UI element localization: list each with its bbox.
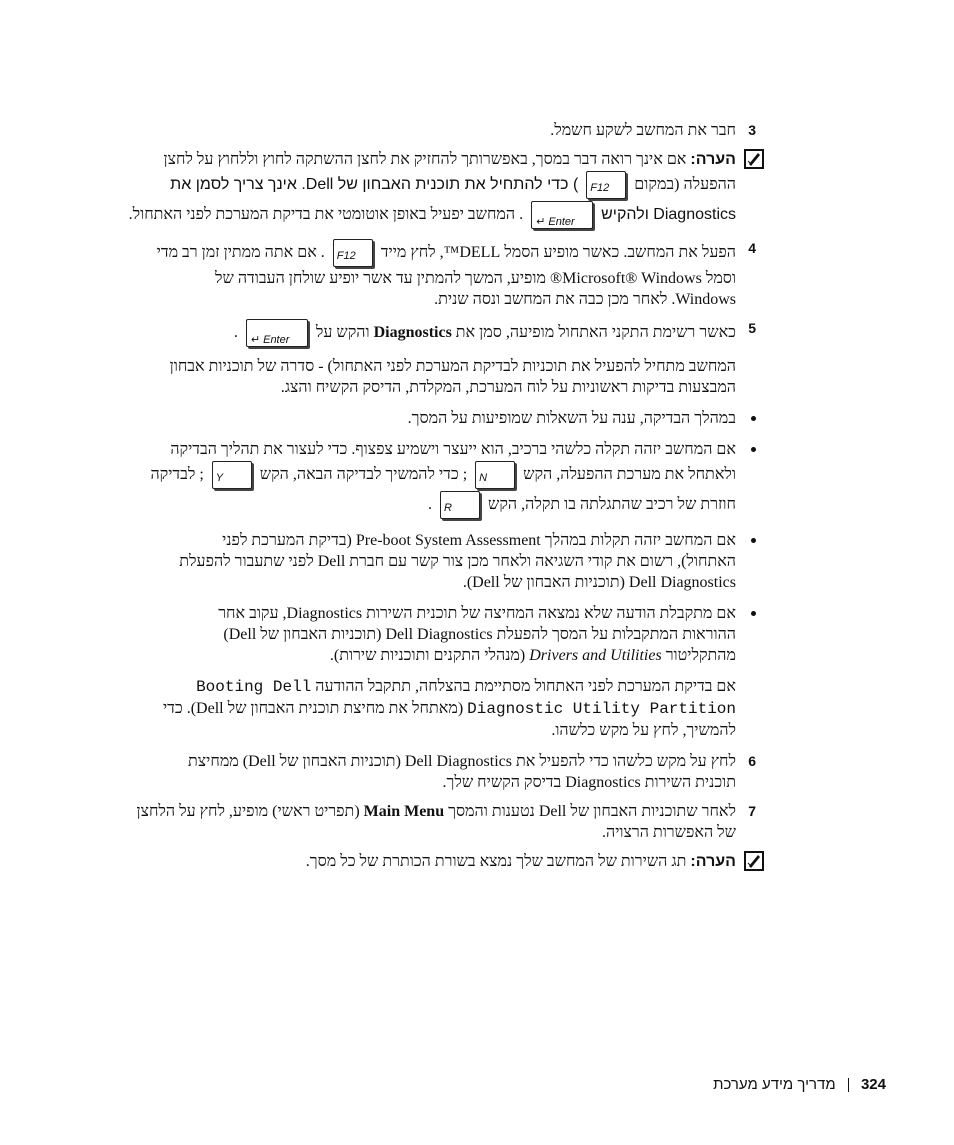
note-pencil-icon (744, 149, 764, 169)
bullet-list (96, 408, 736, 666)
note-text: ההפעלה (במקום (634, 176, 736, 193)
step-number: 6 (748, 753, 756, 769)
step-6 (96, 751, 756, 793)
footer-divider (848, 1078, 849, 1092)
step-3 (96, 120, 756, 141)
note-2 (96, 851, 736, 872)
step-text: לאחר שתוכניות האבחון של Dell נטענות והמסך (448, 803, 736, 820)
step-5 (96, 318, 756, 348)
step-4 (96, 238, 756, 310)
step-text: תוכנית השירות Diagnostics בדיסק הקשיח שלך. (442, 774, 736, 791)
paragraph-text: המחשב מתחיל להפעיל את תוכניות לבדיקת המערכת לפני האתחול) - סדרה של תוכניות אבחון (169, 358, 736, 375)
page-number: 324 (860, 1076, 886, 1093)
enter-key-icon: ↵ Enter (531, 201, 593, 229)
page-footer (696, 1076, 886, 1093)
paragraph-text: להמשיך, לחץ על מקש כלשהו. (551, 722, 736, 739)
diagnostics-option-label: Diagnostics (373, 324, 452, 341)
step-text: . (233, 324, 238, 341)
list-item-text: אם המחשב יזהה תקלה כלשהי ברכיב, הוא ייעצר וישמיע צפצוף. כדי לעצור את תהליך הבדיקה (170, 441, 736, 458)
footer-title: מדריך מידע מערכת (713, 1076, 836, 1093)
note-text: תג השירות של המחשב שלך נמצא בשורת הכותרת של כל מסך. (305, 853, 687, 870)
f12-key-icon: F12 (333, 239, 373, 267)
paragraph-pre-boot (96, 356, 736, 398)
note-text: אם אינך רואה דבר במסך, באפשרותך להחזיק את לחצן ההשתקה לחוץ וללחוץ על לחצן (163, 151, 687, 168)
f12-key-icon: F12 (586, 171, 626, 199)
y-key-icon: Y (212, 461, 252, 489)
note-text: . המחשב יפעיל באופן אוטומטי את בדיקת המערכת לפני האתחול. (128, 206, 524, 223)
note-text: Diagnostics ולהקיש (601, 206, 736, 223)
list-item-text: חוזרת של רכיב שהתגלתה בו תקלה, הקש (488, 496, 736, 513)
step-text: של האפשרות הרצויה. (602, 824, 736, 841)
list-item-text: אם מתקבלת הודעה שלא נמצאה המחיצה של תוכנית השירות Diagnostics, עקוב אחר (218, 605, 736, 622)
list-item-text: . (428, 496, 433, 513)
step-number: 5 (748, 320, 756, 336)
step-text: והקש על (315, 324, 370, 341)
r-key-icon: R (440, 491, 480, 519)
cd-title: Drivers and Utilities (529, 647, 662, 664)
step-text: (תפריט ראשי) מופיע, לחץ על הלחצן (136, 803, 360, 820)
list-item-text: אם המחשב יזהה תקלות במהלך Pre-boot System Assessment (בדיקת המערכת לפני (222, 532, 736, 549)
list-item (96, 439, 736, 520)
enter-key-icon: ↵ Enter (246, 319, 308, 347)
list-item-text: ; כדי להמשיך לבדיקה הבאה, הקש (259, 466, 468, 483)
list-item (96, 603, 736, 666)
note-label: הערה: (690, 151, 736, 168)
step-text: Windows. לאחר מכן כבה את המחשב ונסה שנית. (434, 291, 736, 308)
list-item-text: האתחול), רשום את קודי השגיאה ולאחר מכן צור קשר עם חברת Dell לפני שתעבור להפעלת (179, 553, 736, 570)
step-number: 4 (748, 240, 756, 256)
step-text: חבר את המחשב לשקע חשמל. (550, 122, 736, 139)
list-item-text: Dell Diagnostics (תוכניות האבחון של Dell). (462, 574, 736, 591)
step-number: 3 (748, 122, 756, 138)
document-body (96, 120, 756, 880)
paragraph-text: (מאתחל את מחיצת תוכנית האבחון של Dell). כדי (162, 700, 464, 717)
paragraph-booting-message (96, 676, 736, 741)
step-7 (96, 801, 756, 843)
paragraph-text: אם בדיקת המערכת לפני האתחול מסתיימת בהצלחה, תתקבל ההודעה (315, 678, 736, 695)
step-text: . אם אתה ממתין זמן רב מדי (156, 244, 325, 261)
step-text: כאשר רשימת התקני האתחול מופיעה, סמן את (455, 324, 736, 341)
system-message: Booting Dell (196, 678, 312, 696)
list-item-text: ולאתחל את מערכת ההפעלה, הקש (523, 466, 736, 483)
step-text: וסמל Microsoft® Windows® מופיע, המשך להמתין עד אשר יופיע שולחן העבודה של (215, 270, 736, 287)
step-number: 7 (748, 803, 756, 819)
note-1 (96, 149, 736, 230)
list-item-text: במהלך הבדיקה, ענה על השאלות שמופיעות על המסך. (407, 410, 736, 427)
step-text: הפעל את המחשב. כאשר מופיע הסמל DELL™, לחץ מייד (380, 244, 736, 261)
list-item (96, 408, 736, 429)
list-item (96, 530, 736, 593)
n-key-icon: N (475, 461, 515, 489)
list-item-text: (מנהלי התקנים ותוכניות שירות). (329, 647, 526, 664)
note-text: ) כדי להתחיל את תוכנית האבחון של Dell. אינך צריך לסמן את (170, 176, 579, 193)
step-text: לחץ על מקש כלשהו כדי להפעיל את Dell Diagnostics (תוכניות האבחון של Dell) ממחיצת (188, 753, 736, 770)
list-item-text: מהתקליטור (665, 647, 736, 664)
paragraph-text: המבצעות בדיקות ראשוניות על לוח המערכת, המקלדת, הדיסק הקשיח והצג. (280, 379, 736, 396)
main-menu-label: Main Menu (363, 803, 445, 820)
list-item-text: ; לבדיקה (150, 466, 204, 483)
list-item-text: ההוראות המתקבלות על המסך להפעלת Dell Diagnostics (תוכניות האבחון של Dell) (223, 626, 736, 643)
note-label: הערה: (690, 853, 736, 870)
note-pencil-icon (744, 851, 764, 871)
system-message: Diagnostic Utility Partition (467, 700, 736, 718)
